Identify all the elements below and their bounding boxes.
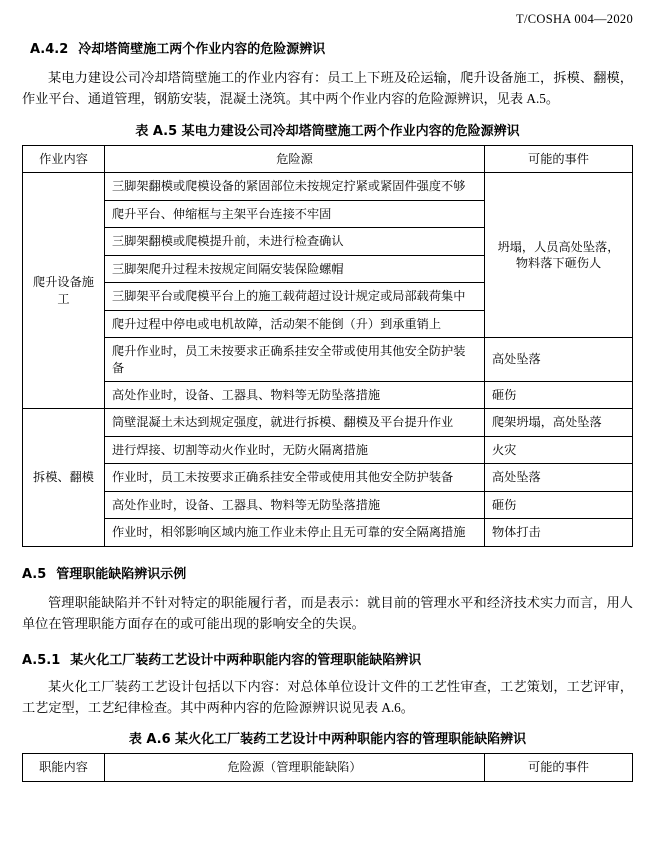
paragraph-a42: 某电力建设公司冷却塔筒壁施工的作业内容有：员工上下班及砼运输，爬升设备施工，拆模、翻模，作业平台、通道管理，钢筋安装，混凝土浇筑。其中两个作业内容的危险源辨识，见表 A.5。 xyxy=(22,70,633,107)
table-a5-event-1-3: 砸伤 xyxy=(485,491,633,518)
table-a5-hazard-1-0: 筒壁混凝土未达到规定强度，就进行拆模、翻模及平台提升作业 xyxy=(105,409,485,436)
table-a5-event-0-6: 高处坠落 xyxy=(485,338,633,382)
table-a5-caption: 表 A.5 某电力建设公司冷却塔筒壁施工两个作业内容的危险源辨识 xyxy=(135,123,520,139)
section-title: 冷却塔筒壁施工两个作业内容的危险源辨识 xyxy=(78,42,326,57)
paragraph-a5: 管理职能缺陷并不针对特定的职能履行者，而是表示：就目前的管理水平和经济技术实力而言，用人单位在管理职能方面存在的或可能出现的影响安全的失误。 xyxy=(22,594,633,632)
table-a5-event-1-2: 高处坠落 xyxy=(485,464,633,491)
table-a5-hazard-1-2: 作业时，员工未按要求正确系挂安全带或使用其他安全防护装备 xyxy=(105,464,485,491)
standard-code-header: T/COSHA 004—2020 xyxy=(516,12,633,26)
table-a5-header-event: 可能的事件 xyxy=(485,145,633,172)
table-row xyxy=(23,436,633,463)
section-heading-a5 xyxy=(22,563,633,582)
table-a6 xyxy=(22,753,633,781)
table-a5-event-1-4: 物体打击 xyxy=(485,519,633,546)
section-heading-a42 xyxy=(22,38,633,57)
table-a5-event-1-1: 火灾 xyxy=(485,436,633,463)
table-row xyxy=(23,491,633,518)
table-a5-hazard-0-5: 爬升过程中停电或电机故障，活动架不能倒（升）到承重销上 xyxy=(105,310,485,337)
section-number: A.5.1 xyxy=(22,652,61,668)
table-a5-event-1-0: 爬架坍塌，高处坠落 xyxy=(485,409,633,436)
table-a5 xyxy=(22,145,633,547)
section-number: A.5 xyxy=(22,566,47,582)
section-title: 某火化工厂装药工艺设计中两种职能内容的管理职能缺陷辨识 xyxy=(70,652,422,668)
table-a5-hazard-0-2: 三脚架翻模或爬模提升前，未进行检查确认 xyxy=(105,228,485,255)
table-a5-hazard-1-4: 作业时，相邻影响区域内施工作业未停止且无可靠的安全隔离措施 xyxy=(105,519,485,546)
table-a6-header-event: 可能的事件 xyxy=(485,754,633,781)
table-a5-hazard-0-3: 三脚架爬升过程未按规定间隔安装保险螺帽 xyxy=(105,255,485,282)
table-row xyxy=(23,173,633,200)
table-a5-hazard-1-1: 进行焊接、切割等动火作业时，无防火隔离措施 xyxy=(105,436,485,463)
table-a6-header-function: 职能内容 xyxy=(23,754,105,781)
table-a5-event-0-7: 砸伤 xyxy=(485,381,633,408)
section-number: A.4.2 xyxy=(30,42,69,57)
table-a5-hazard-0-1: 爬升平台、伸缩框与主架平台连接不牢固 xyxy=(105,200,485,227)
table-a5-header-row xyxy=(23,145,633,172)
table-row xyxy=(23,409,633,436)
section-title: 管理职能缺陷辨识示例 xyxy=(56,566,187,582)
table-a5-hazard-0-6: 爬升作业时，员工未按要求正确系挂安全带或使用其他安全防护装备 xyxy=(105,338,485,382)
table-a5-hazard-1-3: 高处作业时，设备、工器具、物料等无防坠落措施 xyxy=(105,491,485,518)
table-row xyxy=(23,381,633,408)
table-row xyxy=(23,464,633,491)
table-a5-event-0-0: 坍塌，人员高处坠落，物料落下砸伤人 xyxy=(485,173,633,338)
table-a5-activity-0: 爬升设备施工 xyxy=(23,173,105,409)
table-a6-caption: 表 A.6 某火化工厂装药工艺设计中两种职能内容的管理职能缺陷辨识 xyxy=(128,732,527,748)
table-a5-hazard-0-0: 三脚架翻模或爬模设备的紧固部位未按规定拧紧或紧固件强度不够 xyxy=(105,173,485,200)
paragraph-a51: 某火化工厂装药工艺设计包括以下内容：对总体单位设计文件的工艺性审查，工艺策划，工艺评审，工艺定型，工艺纪律检查。其中两种内容的危险源辨识说见表 A.6。 xyxy=(22,678,633,715)
table-row xyxy=(23,338,633,382)
table-a5-hazard-0-4: 三脚架平台或爬模平台上的施工载荷超过设计规定或局部载荷集中 xyxy=(105,283,485,310)
table-a5-hazard-0-7: 高处作业时，设备、工器具、物料等无防坠落措施 xyxy=(105,381,485,408)
table-a5-header-hazard: 危险源 xyxy=(105,145,485,172)
document-content xyxy=(22,38,633,782)
table-a5-header-activity: 作业内容 xyxy=(23,145,105,172)
table-a6-header-row xyxy=(23,754,633,781)
table-row xyxy=(23,519,633,546)
table-a6-header-hazard: 危险源（管理职能缺陷） xyxy=(105,754,485,781)
section-heading-a51 xyxy=(22,649,633,668)
table-a5-activity-1: 拆模、翻模 xyxy=(23,409,105,546)
